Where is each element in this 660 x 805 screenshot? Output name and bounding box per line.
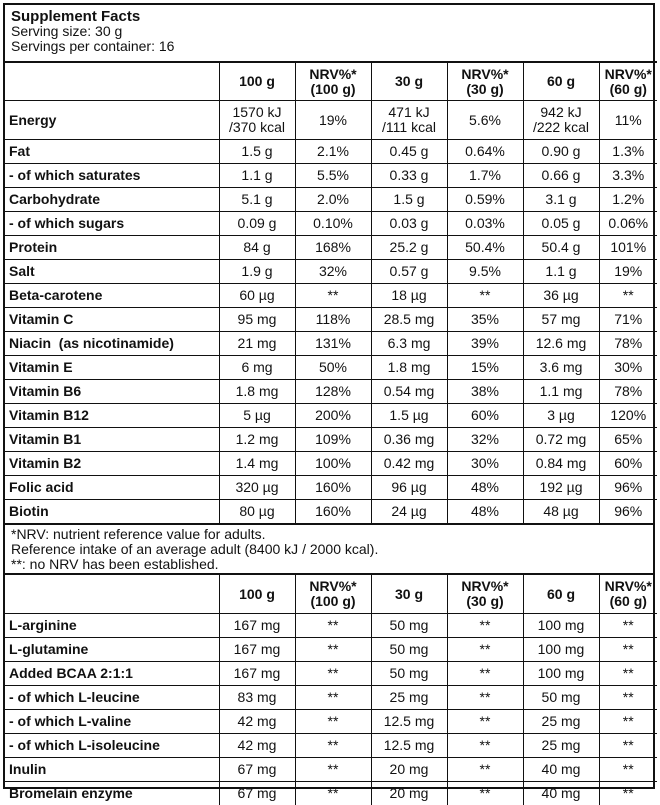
nutrient-value: **: [295, 662, 371, 686]
nutrient-value: **: [295, 710, 371, 734]
nutrient-value: 60%: [447, 404, 523, 428]
table-row: [5, 332, 657, 356]
table-row: [5, 614, 657, 638]
nutrient-name: Fat: [5, 140, 219, 164]
nutrient-value: 25 mg: [371, 686, 447, 710]
nutrient-name: - of which saturates: [5, 164, 219, 188]
nutrient-value: **: [295, 284, 371, 308]
nutrient-value: 100 mg: [523, 614, 599, 638]
nutrient-value: **: [599, 782, 657, 805]
nutrient-value: 3 µg: [523, 404, 599, 428]
nutrient-value: 40 mg: [523, 758, 599, 782]
column-header: 30 g: [371, 575, 447, 614]
nutrient-value: 3.3%: [599, 164, 657, 188]
nutrient-value: **: [447, 710, 523, 734]
nutrient-value: 38%: [447, 380, 523, 404]
nutrient-value: 0.03%: [447, 212, 523, 236]
nutrient-value: 60 µg: [219, 284, 295, 308]
table-row: [5, 164, 657, 188]
nutrient-value: 128%: [295, 380, 371, 404]
nutrient-value: **: [295, 758, 371, 782]
nutrient-value: 0.09 g: [219, 212, 295, 236]
servings-per-container: Servings per container: 16: [11, 39, 647, 54]
nutrient-value: **: [447, 758, 523, 782]
column-header: 100 g: [219, 575, 295, 614]
table-row: [5, 758, 657, 782]
table-row: [5, 638, 657, 662]
nutrient-value: 0.84 mg: [523, 452, 599, 476]
nutrient-value: **: [599, 662, 657, 686]
nutrient-value: 5.1 g: [219, 188, 295, 212]
table-row: [5, 782, 657, 805]
nutrient-value: 36 µg: [523, 284, 599, 308]
nutrient-value: 19%: [295, 101, 371, 140]
nutrient-value: 48 µg: [523, 500, 599, 524]
nutrient-value: 39%: [447, 332, 523, 356]
nutrient-value: 3.1 g: [523, 188, 599, 212]
nutrient-value: 18 µg: [371, 284, 447, 308]
footnote-nrv: *NRV: nutrient reference value for adults.: [11, 527, 647, 542]
supplement-facts-label: [3, 3, 655, 789]
nutrient-value: 1.9 g: [219, 260, 295, 284]
column-header: NRV%* (60 g): [599, 575, 657, 614]
nutrient-value: 84 g: [219, 236, 295, 260]
nutrient-value: 942 kJ /222 kcal: [523, 101, 599, 140]
nutrient-value: 1.7%: [447, 164, 523, 188]
nutrient-value: 19%: [599, 260, 657, 284]
nutrient-value: 0.57 g: [371, 260, 447, 284]
nutrient-name: Carbohydrate: [5, 188, 219, 212]
nutrient-value: 160%: [295, 500, 371, 524]
nutrient-value: **: [295, 782, 371, 805]
nutrient-value: **: [447, 782, 523, 805]
nutrient-value: 0.03 g: [371, 212, 447, 236]
ingredients-header-row: [5, 575, 657, 614]
table-row: [5, 662, 657, 686]
nutrient-value: 120%: [599, 404, 657, 428]
column-header: NRV%* (30 g): [447, 575, 523, 614]
nutrient-value: 57 mg: [523, 308, 599, 332]
nutrient-name: Beta-carotene: [5, 284, 219, 308]
nutrient-name: - of which L-isoleucine: [5, 734, 219, 758]
header-blank-cell: [5, 575, 219, 614]
nutrient-value: 1.8 mg: [371, 356, 447, 380]
nutrient-value: 83 mg: [219, 686, 295, 710]
nutrient-value: 320 µg: [219, 476, 295, 500]
nutrient-value: 2.1%: [295, 140, 371, 164]
nutrient-name: Vitamin C: [5, 308, 219, 332]
nutrient-name: Biotin: [5, 500, 219, 524]
nutrient-value: 50 mg: [371, 638, 447, 662]
column-header: 100 g: [219, 62, 295, 101]
nutrient-value: 100 mg: [523, 662, 599, 686]
nutrient-value: **: [447, 734, 523, 758]
nutrient-name: Bromelain enzyme: [5, 782, 219, 805]
nutrient-value: 25.2 g: [371, 236, 447, 260]
nutrient-value: 95 mg: [219, 308, 295, 332]
nutrient-name: L-arginine: [5, 614, 219, 638]
nutrient-value: 118%: [295, 308, 371, 332]
nutrient-name: Vitamin E: [5, 356, 219, 380]
nutrient-value: **: [447, 638, 523, 662]
nutrient-value: 1.4 mg: [219, 452, 295, 476]
nutrient-value: 5.6%: [447, 101, 523, 140]
nutrient-value: 1.8 mg: [219, 380, 295, 404]
footnotes: [5, 523, 653, 575]
nutrient-value: 6.3 mg: [371, 332, 447, 356]
table-row: [5, 236, 657, 260]
column-header: 60 g: [523, 62, 599, 101]
table-row: [5, 428, 657, 452]
nutrient-value: 50.4 g: [523, 236, 599, 260]
footnote-no-nrv: **: no NRV has been established.: [11, 557, 647, 572]
nutrient-value: 42 mg: [219, 710, 295, 734]
nutrient-value: 48%: [447, 500, 523, 524]
nutrient-value: **: [599, 284, 657, 308]
table-row: [5, 188, 657, 212]
nutrient-value: 1.5 µg: [371, 404, 447, 428]
table-row: [5, 260, 657, 284]
nutrient-value: 50%: [295, 356, 371, 380]
nutrient-value: 0.06%: [599, 212, 657, 236]
nutrient-value: 12.5 mg: [371, 734, 447, 758]
nutrient-value: 24 µg: [371, 500, 447, 524]
table-row: [5, 476, 657, 500]
nutrient-value: 0.36 mg: [371, 428, 447, 452]
nutrient-name: Folic acid: [5, 476, 219, 500]
nutrient-value: **: [599, 734, 657, 758]
nutrient-name: Energy: [5, 101, 219, 140]
nutrient-name: - of which sugars: [5, 212, 219, 236]
nutrient-value: 2.0%: [295, 188, 371, 212]
nutrient-value: 0.64%: [447, 140, 523, 164]
nutrient-value: 131%: [295, 332, 371, 356]
nutrient-value: 78%: [599, 332, 657, 356]
nutrient-value: 471 kJ /111 kcal: [371, 101, 447, 140]
nutrient-value: 42 mg: [219, 734, 295, 758]
nutrient-value: 35%: [447, 308, 523, 332]
nutrient-value: **: [447, 686, 523, 710]
nutrient-value: **: [295, 686, 371, 710]
nutrient-value: 0.05 g: [523, 212, 599, 236]
table-row: [5, 500, 657, 524]
header-blank-cell: [5, 62, 219, 101]
nutrient-value: 1.2 mg: [219, 428, 295, 452]
nutrient-value: 100 mg: [523, 638, 599, 662]
nutrient-name: Vitamin B6: [5, 380, 219, 404]
nutrient-value: **: [295, 614, 371, 638]
nutrient-value: 50 mg: [523, 686, 599, 710]
nutrient-name: Vitamin B12: [5, 404, 219, 428]
nutrient-value: 71%: [599, 308, 657, 332]
table-row: [5, 710, 657, 734]
nutrient-value: **: [599, 638, 657, 662]
nutrient-value: 0.66 g: [523, 164, 599, 188]
nutrient-value: 65%: [599, 428, 657, 452]
nutrient-value: 0.59%: [447, 188, 523, 212]
nutrient-name: Niacin (as nicotinamide): [5, 332, 219, 356]
table-row: [5, 356, 657, 380]
nutrient-name: Protein: [5, 236, 219, 260]
nutrient-value: 6 mg: [219, 356, 295, 380]
column-header: NRV%* (100 g): [295, 575, 371, 614]
nutrient-value: 40 mg: [523, 782, 599, 805]
nutrient-value: **: [295, 734, 371, 758]
nutrient-name: L-glutamine: [5, 638, 219, 662]
nutrient-value: 30%: [599, 356, 657, 380]
nutrient-value: **: [447, 614, 523, 638]
nutrition-header-row: [5, 62, 657, 101]
nutrient-value: 101%: [599, 236, 657, 260]
nutrient-value: 67 mg: [219, 782, 295, 805]
column-header: NRV%* (60 g): [599, 62, 657, 101]
nutrient-value: 9.5%: [447, 260, 523, 284]
label-header: [5, 5, 653, 61]
nutrient-value: 168%: [295, 236, 371, 260]
nutrient-value: 50.4%: [447, 236, 523, 260]
nutrient-value: **: [295, 638, 371, 662]
nutrient-value: 96%: [599, 476, 657, 500]
nutrient-value: 1.1 mg: [523, 380, 599, 404]
table-row: [5, 452, 657, 476]
nutrient-value: 96%: [599, 500, 657, 524]
table-row: [5, 404, 657, 428]
nutrient-value: **: [599, 758, 657, 782]
nutrient-value: 167 mg: [219, 614, 295, 638]
nutrient-value: **: [447, 284, 523, 308]
nutrient-value: 48%: [447, 476, 523, 500]
nutrient-value: 1570 kJ /370 kcal: [219, 101, 295, 140]
nutrient-value: **: [447, 662, 523, 686]
nutrient-value: 5.5%: [295, 164, 371, 188]
nutrient-value: 60%: [599, 452, 657, 476]
nutrient-value: 80 µg: [219, 500, 295, 524]
nutrient-value: 5 µg: [219, 404, 295, 428]
nutrient-value: 50 mg: [371, 662, 447, 686]
nutrient-value: 25 mg: [523, 710, 599, 734]
table-row: [5, 140, 657, 164]
nutrient-value: 78%: [599, 380, 657, 404]
nutrient-value: 12.5 mg: [371, 710, 447, 734]
nutrient-name: Inulin: [5, 758, 219, 782]
nutrient-value: 67 mg: [219, 758, 295, 782]
nutrient-value: 167 mg: [219, 638, 295, 662]
nutrient-value: 109%: [295, 428, 371, 452]
nutrient-name: Salt: [5, 260, 219, 284]
serving-size: Serving size: 30 g: [11, 24, 647, 39]
nutrient-value: 0.54 mg: [371, 380, 447, 404]
nutrient-value: 1.2%: [599, 188, 657, 212]
nutrient-value: 1.5 g: [219, 140, 295, 164]
table-row: [5, 308, 657, 332]
nutrient-name: Vitamin B2: [5, 452, 219, 476]
nutrient-value: 25 mg: [523, 734, 599, 758]
column-header: NRV%* (100 g): [295, 62, 371, 101]
table-row: [5, 686, 657, 710]
table-row: [5, 284, 657, 308]
footnote-reference-intake: Reference intake of an average adult (8400 kJ / 2000 kcal).: [11, 542, 647, 557]
nutrient-value: 160%: [295, 476, 371, 500]
nutrient-value: 32%: [295, 260, 371, 284]
nutrient-value: 192 µg: [523, 476, 599, 500]
nutrient-value: 1.1 g: [523, 260, 599, 284]
nutrient-value: 0.90 g: [523, 140, 599, 164]
nutrient-value: 0.10%: [295, 212, 371, 236]
nutrient-value: 21 mg: [219, 332, 295, 356]
other-ingredients-table: [5, 575, 657, 805]
table-row: [5, 212, 657, 236]
nutrient-value: 0.45 g: [371, 140, 447, 164]
column-header: 60 g: [523, 575, 599, 614]
nutrient-value: 1.1 g: [219, 164, 295, 188]
column-header: 30 g: [371, 62, 447, 101]
nutrient-value: 20 mg: [371, 782, 447, 805]
table-row: [5, 734, 657, 758]
nutrient-name: - of which L-valine: [5, 710, 219, 734]
nutrient-value: 1.5 g: [371, 188, 447, 212]
nutrient-value: 11%: [599, 101, 657, 140]
nutrient-value: 50 mg: [371, 614, 447, 638]
nutrient-value: 12.6 mg: [523, 332, 599, 356]
label-title: Supplement Facts: [11, 9, 647, 24]
nutrient-value: 3.6 mg: [523, 356, 599, 380]
nutrient-value: **: [599, 710, 657, 734]
nutrient-value: 32%: [447, 428, 523, 452]
nutrition-table: [5, 61, 657, 523]
nutrient-value: **: [599, 614, 657, 638]
nutrient-name: Vitamin B1: [5, 428, 219, 452]
nutrient-value: 200%: [295, 404, 371, 428]
nutrient-value: 167 mg: [219, 662, 295, 686]
nutrient-name: - of which L-leucine: [5, 686, 219, 710]
nutrient-value: 30%: [447, 452, 523, 476]
nutrient-value: 0.33 g: [371, 164, 447, 188]
nutrient-value: 100%: [295, 452, 371, 476]
table-row: [5, 101, 657, 140]
nutrient-value: 1.3%: [599, 140, 657, 164]
nutrient-value: 15%: [447, 356, 523, 380]
nutrient-value: 96 µg: [371, 476, 447, 500]
nutrient-value: 0.72 mg: [523, 428, 599, 452]
nutrient-value: **: [599, 686, 657, 710]
table-row: [5, 380, 657, 404]
column-header: NRV%* (30 g): [447, 62, 523, 101]
nutrient-value: 0.42 mg: [371, 452, 447, 476]
nutrient-name: Added BCAA 2:1:1: [5, 662, 219, 686]
nutrient-value: 20 mg: [371, 758, 447, 782]
nutrient-value: 28.5 mg: [371, 308, 447, 332]
